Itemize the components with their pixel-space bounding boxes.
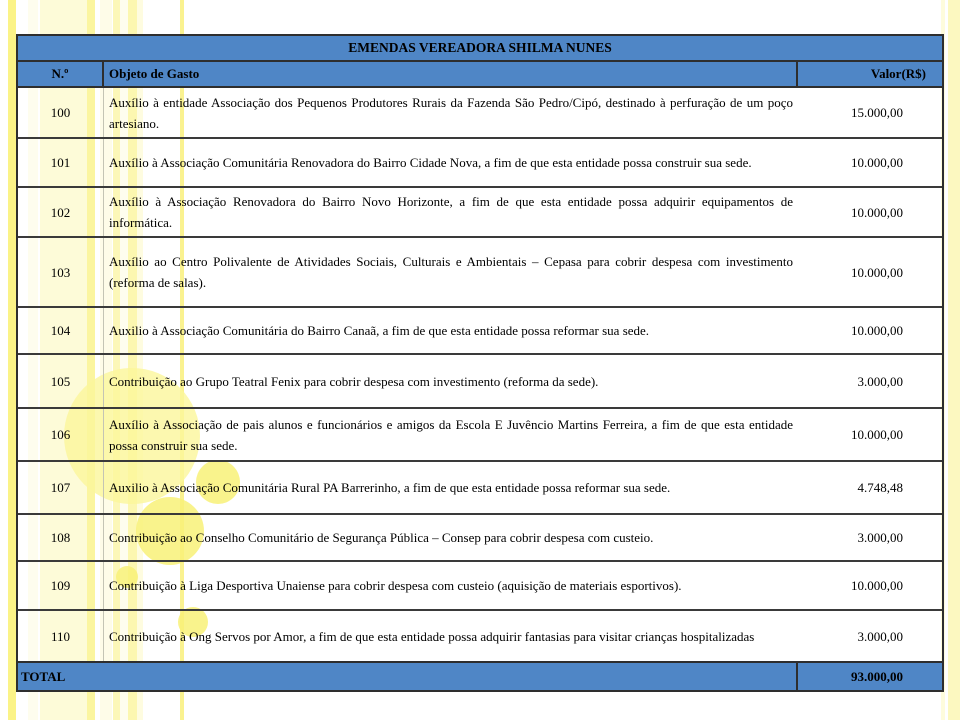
row-number: 109 xyxy=(18,562,104,609)
table-row xyxy=(18,139,942,188)
row-value: 10.000,00 xyxy=(851,264,903,280)
row-value: 15.000,00 xyxy=(851,105,903,120)
row-number: 106 xyxy=(18,409,104,460)
row-description: Auxílio à Associação Renovadora do Bairro Novo Horizonte, a fim de que esta entidade possa adquirir equipamentos de informática. xyxy=(109,194,793,230)
row-value: 10.000,00 xyxy=(851,323,903,338)
row-number: 108 xyxy=(18,515,104,560)
table-row xyxy=(18,515,942,562)
row-value: 4.748,48 xyxy=(857,480,903,495)
table-row xyxy=(18,611,942,661)
table-row xyxy=(18,562,942,611)
row-value: 10.000,00 xyxy=(851,204,903,220)
table-title-row xyxy=(18,36,942,62)
table-row xyxy=(18,409,942,462)
row-value: 10.000,00 xyxy=(851,155,903,170)
table-row xyxy=(18,355,942,409)
row-number: 101 xyxy=(18,139,104,186)
table-row xyxy=(18,88,942,139)
row-description: Contribuição ao Grupo Teatral Fenix para cobrir despesa com investimento (reforma da sede). xyxy=(109,373,599,389)
row-description: Auxílio à Associação Comunitária Renovadora do Bairro Cidade Nova, a fim de que esta entidade possa construir sua sede. xyxy=(109,155,752,170)
row-number: 110 xyxy=(18,611,104,661)
row-description: Auxílio ao Centro Polivalente de Atividades Sociais, Culturais e Ambientais – Cepasa para cobrir despesa com investimento (reforma de salas). xyxy=(109,254,793,290)
row-value: 3.000,00 xyxy=(857,628,903,644)
row-value: 10.000,00 xyxy=(851,427,903,442)
row-description: Contribuição ao Conselho Comunitário de Segurança Pública – Consep para cobrir despesa com custeio. xyxy=(109,530,654,545)
row-number: 107 xyxy=(18,462,104,513)
row-number: 100 xyxy=(18,88,104,137)
row-description: Auxílio à Associação de pais alunos e funcionários e amigos da Escola E Juvêncio Martins Ferreira, a fim de que esta entidade possa construir sua sede. xyxy=(109,416,793,453)
table-header-row xyxy=(18,62,942,88)
background-stripe xyxy=(8,0,16,720)
row-description: Contribuição à Liga Desportiva Unaiense para cobrir despesa com custeio (aquisição de materiais esportivos). xyxy=(109,578,682,593)
background-stripe xyxy=(948,0,960,720)
row-description: Contribuição à Ong Servos por Amor, a fim de que esta entidade possa adquirir fantasias para visitar crianças hospitalizadas xyxy=(109,628,755,644)
row-description: Auxílio à entidade Associação dos Pequenos Produtores Rurais da Fazenda São Pedro/Cipó, destinado à perfuração de um poço artesiano. xyxy=(109,94,793,131)
table-body xyxy=(18,88,942,661)
table-row xyxy=(18,308,942,355)
row-value: 3.000,00 xyxy=(857,530,903,545)
row-number: 102 xyxy=(18,188,104,236)
row-description: Auxilio à Associação Comunitária Rural PA Barrerinho, a fim de que esta entidade possa reformar sua sede. xyxy=(109,480,671,495)
row-number: 103 xyxy=(18,238,104,306)
table-row xyxy=(18,462,942,515)
column-header-valor: Valor(R$) xyxy=(870,66,926,81)
total-label: TOTAL xyxy=(18,663,798,690)
column-header-num: N.º xyxy=(18,62,104,86)
emendas-table xyxy=(16,34,944,692)
row-number: 104 xyxy=(18,308,104,353)
total-value: 93.000,00 xyxy=(851,668,903,684)
row-value: 10.000,00 xyxy=(851,578,903,593)
table-total-row xyxy=(18,661,942,690)
row-description: Auxilio à Associação Comunitária do Bairro Canaã, a fim de que esta entidade possa reformar sua sede. xyxy=(109,323,650,338)
table-row xyxy=(18,238,942,308)
table-row xyxy=(18,188,942,238)
column-header-objeto: Objeto de Gasto xyxy=(104,62,798,86)
row-value: 3.000,00 xyxy=(857,373,903,389)
table-title: EMENDAS VEREADORA SHILMA NUNES xyxy=(348,40,612,55)
row-number: 105 xyxy=(18,355,104,407)
